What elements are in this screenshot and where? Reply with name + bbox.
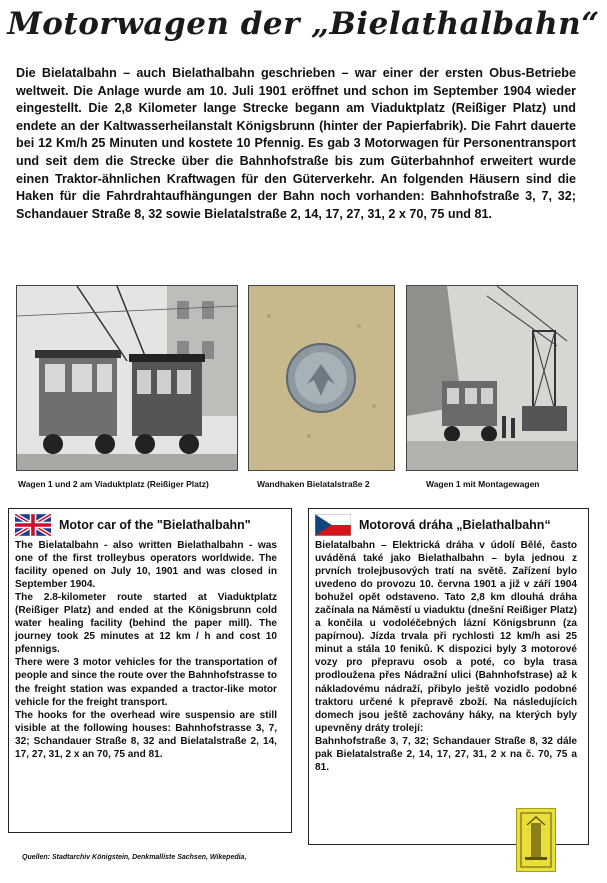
- english-paragraph-1: The Bielatalbahn - also written Bielathalbahn - was one of the first trolleybus operators worldwide. The facility opened on July 10, 1901 and was closed in September 1904.: [15, 540, 277, 591]
- heritage-logo: [516, 808, 556, 872]
- english-paragraph-4: The hooks for the overhead wire suspensio are still visible at the following houses: Bahnhofstrasse 3, 7, 32; Schandauer Straße 8, 32 and Bielatalstraße 2, 14, 17, 27, 31, 2 x an 70, 75 and 81.: [15, 709, 277, 760]
- english-body: [15, 539, 277, 761]
- czech-body: [315, 539, 577, 774]
- english-header: [15, 513, 251, 537]
- czech-section: [308, 508, 589, 845]
- photo-car-with-assembly-wagon: [406, 285, 578, 471]
- czech-flag-icon: [315, 514, 351, 536]
- czech-paragraph-2: Bahnhofstraße 3, 7, 32; Schandauer Straße 8, 32 dále pak Bielatalstraße 2, 14, 17, 27, 31, 2 x na č. 70, 75 a 81.: [315, 735, 577, 773]
- page-title: Motorwagen der „Bielathalbahn“: [7, 6, 600, 42]
- english-section: [8, 508, 292, 833]
- czech-header: [315, 513, 551, 537]
- photo-wall-hook: [248, 285, 395, 471]
- uk-flag-icon: [15, 514, 51, 536]
- czech-title: Motorová dráha „Bielathalbahn“: [359, 518, 551, 532]
- english-title: Motor car of the "Bielathalbahn": [59, 518, 251, 532]
- english-paragraph-2: The 2.8-kilometer route started at Viaduktplatz (Reißiger Platz) and ended at the Königsbrunn cold water healing facility (behind the paper mill). The journey took 25 minutes at 12 km / h and cost 10 pfennigs.: [15, 592, 277, 656]
- sources-line: Quellen: Stadtarchiv Königstein, Denkmalliste Sachsen, Wikepedia,: [22, 854, 247, 861]
- photo-caption-1: Wagen 1 und 2 am Viaduktplatz (Reißiger Platz): [18, 479, 209, 489]
- photo-cars-viaduktplatz: [16, 285, 238, 471]
- photo-caption-2: Wandhaken Bielatalstraße 2: [257, 479, 370, 489]
- heritage-logo-icon: [517, 809, 555, 871]
- english-paragraph-3: There were 3 motor vehicles for the transportation of people and since the route over the Bahnhofstrasse to the freight station was expanded a tractor-like motor vehicle for the freight transport.: [15, 657, 277, 708]
- intro-text: Die Bielatalbahn – auch Bielathalbahn geschrieben – war einer der ersten Obus-Betriebe weltweit. Die Anlage wurde am 10. Juli 1901 eröffnet und schon im September 1904 wieder eingestellt. Die 2,8 Kilometer lange Strecke begann am Viaduktplatz (Reißiger Platz) und endete an der Kaltwasserheilanstalt Königsbrunn (hinter der Papierfabrik). Die Fahrt dauerte bei 12 Km/h 25 Minuten und kostete 10 Pfennig. Es gab 3 Motorwagen für Personentransport und seit dem die Strecke über die Bahnhofstraße bis zum Güterbahnhof erweitert wurde einen Traktor-ähnlichen Kraftwagen für den Güterverkehr. An folgenden Häusern sind die Haken für die Fahrdrahtaufhängungen der Bahn noch vorhanden: Bahnhofstraße 3, 7, 32; Schandauer Straße 8, 32 sowie Bielatalstraße 2, 14, 17, 27, 31, 2 x 70, 75 und 81.: [16, 66, 576, 221]
- photo-caption-3: Wagen 1 mit Montagewagen: [426, 479, 540, 489]
- czech-paragraph-1: Bielatalbahn – Elektrická dráha v údolí Bělé, často uváděná také jako Bielathalbahn – byla jednou z prvních trolejbusových tratí na světě. Zařízení bylo uvedeno do provozu 10. června 1901 a již v září 1904 bohužel opět odstaveno. Tato 2,8 km dlouhá dráha začínala na Náměstí u viaduktu (dnešní Reißiger Platz) a končila u vodoléčebných lázní Königsbrunn (za papírnou). Jízda trvala při rychlosti 12 km/h asi 25 minut a stála 10 feniků. K dispozici byly 3 motorové vozy pro přepravu osob a poté, co byla trasa prodloužena přes Nádražní ulici (Bahnhofstrase) až k nákladovému nádraží, přibylo ještě vozidlo podobné traktoru určené k přepravě zboží. Na následujících domech jsou ještě zachovány háky, na kterých byly upevněny dráty trolejí:: [315, 540, 577, 734]
